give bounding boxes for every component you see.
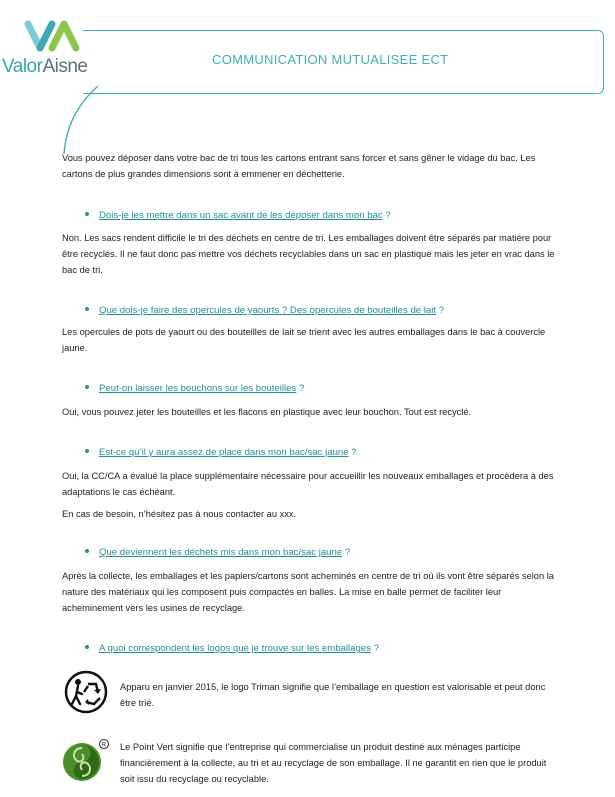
bullet-icon [85,212,89,216]
question-mark: ? [438,305,445,316]
faq-answer-2: Les opercules de pots de yaourt ou des bouteilles de lait se trient avec les autres emballages dans le bac à couvercle jaune. [62,327,546,353]
faq-question-text[interactable]: Que dois-je faire des opercules de yaourts ? Des opercules de bouteilles de lait [99,305,437,316]
faq-question-1[interactable] [85,210,391,221]
question-mark: ? [385,210,391,221]
faq-question-2[interactable] [85,305,444,316]
faq-question-4[interactable] [85,447,357,458]
point-vert-logo-icon [62,738,110,784]
faq-answer-5: Après la collecte, les emballages et les papiers/cartons sont acheminés en centre de tri où ils vont être séparés selon la nature des matériaux qui les composent puis compactés en balles. La mise en balle permet de faciliter leur acheminement vers les usines de recyclage. [62,571,554,613]
question-mark: ? [351,447,357,458]
logo-word-valor: Valor [2,56,43,77]
triman-description: Apparu en janvier 2015, le logo Triman signifie que l’emballage en question est valorisable et peut donc être trié. [120,682,546,708]
question-mark: ? [344,547,351,558]
faq-question-3[interactable] [85,383,304,394]
faq-answer-4b: En cas de besoin, n’hésitez pas à nous contacter au xxx. [62,509,297,519]
bullet-icon [85,449,89,453]
page-title: COMMUNICATION MUTUALISEE ECT [212,52,449,67]
svg-text:R: R [101,742,106,749]
question-mark: ? [373,643,380,654]
bullet-icon [85,307,89,311]
logo-wordmark [2,56,87,78]
faq-question-text[interactable]: Peut-on laisser les bouchons sur les bouteilles [99,383,297,394]
intro-paragraph: Vous pouvez déposer dans votre bac de tri tous les cartons entrant sans forcer et sans gêner le vidage du bac. Les cartons de plus grandes dimensions sont à emmener en déchetterie. [62,153,536,179]
faq-question-text[interactable]: Est-ce qu’il y aura assez de place dans mon bac/sac jaune [99,447,349,458]
bullet-icon [85,645,89,649]
faq-answer-1: Non. Les sacs rendent difficile le tri des déchets en centre de tri. Les emballages doivent être séparés par matière pour être recyclés. Il ne faut donc pas mettre vos déchets recyclables dans un sac en plastique mais les jeter en vrac dans le bac de tri. [62,233,555,275]
faq-answer-4: Oui, la CC/CA a évalué la place supplémentaire nécessaire pour accueillir les nouveaux emballages et procèdera à des adaptations le cas échéant. [62,471,554,497]
question-mark: ? [299,383,305,394]
decorative-swoosh-icon [60,84,104,156]
faq-question-text[interactable]: Dois-je les mettre dans un sac avant de les déposer dans mon bac [99,210,383,221]
logo-word-aisne: Aisne [42,56,88,77]
faq-question-text[interactable]: A quoi correspondent les logos que je trouve sur les emballages [99,643,371,654]
triman-logo-icon [64,670,108,714]
faq-answer-3: Oui, vous pouvez jeter les bouteilles et les flacons en plastique avec leur bouchon. Tout est recyclé. [62,407,472,417]
bullet-icon [85,385,89,389]
bullet-icon [85,549,89,553]
faq-question-6[interactable] [85,643,379,654]
point-vert-description: Le Point Vert signifie que l’entreprise qui commercialise un produit destiné aux ménages participe financièrement à la collecte, au tri et au recyclage de son emballage. Il ne garantit en rien que le produit soit issu du recyclage ou recyclable. [120,742,547,784]
faq-question-text[interactable]: Que deviennent les déchets mis dans mon bac/sac jaune [99,547,343,558]
faq-question-5[interactable] [85,547,350,558]
